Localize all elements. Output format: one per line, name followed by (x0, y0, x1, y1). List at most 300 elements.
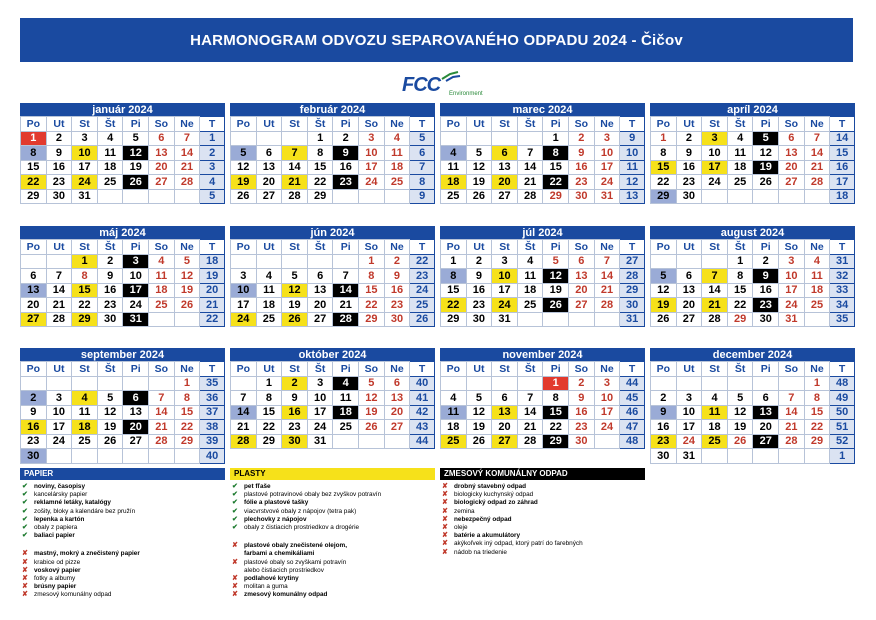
day-cell: 10 (359, 146, 385, 161)
day-cell: 14 (231, 405, 257, 420)
legend-item-text: voskový papier (34, 566, 81, 574)
day-cell: 4 (72, 391, 98, 406)
legend-item-text: pet fľaše (244, 483, 271, 490)
week-number: 50 (830, 405, 855, 420)
cross-icon: ✘ (442, 491, 448, 499)
day-cell: 19 (727, 420, 753, 435)
day-cell: 28 (282, 189, 308, 204)
day-cell: 24 (123, 298, 149, 313)
cross-icon: ✘ (442, 532, 448, 540)
check-icon: ✔ (232, 524, 238, 532)
day-header: Ne (174, 117, 200, 132)
day-cell: 20 (123, 420, 149, 435)
week-number: 8 (410, 175, 435, 190)
day-cell: 13 (492, 405, 518, 420)
day-cell: 12 (466, 405, 492, 420)
day-cell: 31 (594, 189, 620, 204)
week-number: 48 (620, 434, 645, 449)
day-cell: 11 (333, 391, 359, 406)
legend-item-text: biologický odpad zo záhrad (454, 499, 538, 507)
day-cell: 18 (97, 160, 123, 175)
week-number: 30 (620, 298, 645, 313)
legend-item-text: plastové potravinové obaly bez zvyškov potravín (244, 491, 382, 499)
day-cell: 10 (492, 269, 518, 284)
legend-item-text: obaly z papiera (34, 524, 78, 532)
day-cell: 4 (333, 376, 359, 391)
month-title: február 2024 (230, 103, 435, 116)
week-number: 15 (830, 146, 855, 161)
allowed-item (232, 524, 435, 532)
legend-item-text: plechovky z nápojov (244, 515, 307, 523)
day-cell (753, 189, 779, 204)
day-cell: 14 (282, 160, 308, 175)
forbidden-item (22, 583, 225, 591)
day-cell: 22 (359, 298, 385, 313)
week-number: 35 (830, 312, 855, 327)
day-cell: 15 (543, 160, 569, 175)
day-cell: 28 (333, 312, 359, 327)
day-cell: 31 (72, 189, 98, 204)
day-cell: 21 (333, 298, 359, 313)
day-cell: 31 (676, 449, 702, 464)
day-header: So (149, 362, 175, 377)
day-cell (97, 189, 123, 204)
day-cell: 27 (779, 175, 805, 190)
day-cell: 1 (543, 376, 569, 391)
day-cell: 4 (702, 391, 728, 406)
day-cell: 6 (307, 269, 333, 284)
day-cell: 4 (149, 254, 175, 269)
legend-item-text: viacvrstvové obaly z nápojov (tetra pak) (244, 507, 357, 515)
forbidden-item (442, 549, 645, 557)
week-number: 43 (410, 420, 435, 435)
day-cell: 10 (231, 283, 257, 298)
day-cell: 12 (174, 269, 200, 284)
day-header: So (569, 362, 595, 377)
forbidden-item (442, 516, 645, 524)
forbidden-item (232, 575, 435, 583)
cross-icon (232, 567, 244, 575)
day-cell (676, 376, 702, 391)
day-header: St (282, 240, 308, 255)
day-cell: 19 (123, 160, 149, 175)
cross-icon (232, 550, 244, 558)
day-cell: 15 (174, 405, 200, 420)
week-number: 5 (200, 189, 225, 204)
month-calendar (230, 103, 435, 204)
month-title: december 2024 (650, 348, 855, 361)
day-header: St (702, 240, 728, 255)
day-cell: 12 (651, 283, 677, 298)
allowed-item (22, 524, 225, 532)
day-cell: 25 (72, 434, 98, 449)
day-cell: 9 (569, 391, 595, 406)
day-header: Ut (46, 240, 72, 255)
day-cell (384, 189, 410, 204)
legend-item-text: farbami a chemikáliami (244, 550, 315, 558)
day-cell: 8 (804, 391, 830, 406)
day-cell (702, 254, 728, 269)
day-cell (149, 312, 175, 327)
day-cell: 20 (676, 298, 702, 313)
day-cell: 13 (256, 160, 282, 175)
check-icon: ✔ (22, 483, 28, 490)
day-header: Po (651, 240, 677, 255)
week-number: 18 (830, 189, 855, 204)
day-cell: 30 (569, 189, 595, 204)
day-header: Št (97, 117, 123, 132)
day-header: Št (517, 362, 543, 377)
day-cell (149, 376, 175, 391)
day-header: Ne (804, 240, 830, 255)
month-title: júl 2024 (440, 226, 645, 239)
day-cell: 8 (72, 269, 98, 284)
week-number: 52 (830, 434, 855, 449)
day-cell: 13 (149, 146, 175, 161)
day-cell: 14 (517, 405, 543, 420)
week-number: 24 (410, 283, 435, 298)
day-header: Po (21, 362, 47, 377)
day-header: Pi (123, 240, 149, 255)
day-header: Po (231, 117, 257, 132)
week-number: 11 (620, 160, 645, 175)
day-cell: 13 (753, 405, 779, 420)
logo-subtext: Environment (449, 91, 483, 97)
day-cell: 19 (282, 298, 308, 313)
day-cell: 25 (384, 175, 410, 190)
day-cell: 10 (702, 146, 728, 161)
day-cell: 26 (466, 189, 492, 204)
day-cell: 31 (307, 434, 333, 449)
day-cell (441, 131, 467, 146)
day-cell: 12 (727, 405, 753, 420)
day-cell: 27 (307, 312, 333, 327)
day-cell: 10 (46, 405, 72, 420)
day-header: T (200, 240, 225, 255)
legend-zmes-title: ZMESOVÝ KOMUNÁLNY ODPAD (440, 468, 645, 480)
day-cell: 3 (702, 131, 728, 146)
day-cell: 15 (72, 283, 98, 298)
day-header: Ne (804, 117, 830, 132)
legend-papier-title: PAPIER (20, 468, 225, 480)
day-cell: 7 (517, 146, 543, 161)
day-cell (804, 189, 830, 204)
day-header: Št (727, 240, 753, 255)
day-header: Po (441, 117, 467, 132)
day-cell: 2 (46, 131, 72, 146)
day-cell: 26 (359, 420, 385, 435)
day-header: Po (651, 362, 677, 377)
week-number: 9 (620, 131, 645, 146)
day-cell: 28 (149, 434, 175, 449)
day-cell: 7 (174, 131, 200, 146)
day-header: T (830, 117, 855, 132)
day-cell: 12 (543, 269, 569, 284)
day-header: Št (727, 117, 753, 132)
day-header: St (72, 362, 98, 377)
day-cell: 28 (46, 312, 72, 327)
day-cell: 21 (46, 298, 72, 313)
legend-item-text: mastný, mokrý a znečistený papier (34, 550, 140, 558)
day-header: Pi (333, 362, 359, 377)
day-header: St (492, 240, 518, 255)
day-cell: 11 (72, 405, 98, 420)
day-cell: 20 (256, 175, 282, 190)
cross-icon: ✘ (442, 540, 448, 548)
day-cell: 23 (384, 298, 410, 313)
forbidden-item (442, 483, 645, 491)
day-cell: 7 (779, 391, 805, 406)
day-cell: 7 (333, 269, 359, 284)
legend-item-text: fólie a plastové tašky (244, 499, 309, 507)
day-cell: 17 (779, 283, 805, 298)
month-calendar (650, 103, 855, 204)
day-header: Ut (256, 362, 282, 377)
month-title: október 2024 (230, 348, 435, 361)
day-cell: 17 (359, 160, 385, 175)
legend-item-text: zmesový komunálny odpad (34, 591, 112, 599)
month-calendar (20, 226, 225, 327)
day-cell: 15 (651, 160, 677, 175)
month-calendar (650, 348, 855, 464)
forbidden-item (232, 559, 435, 567)
day-cell (174, 449, 200, 464)
week-number: 18 (200, 254, 225, 269)
day-cell: 16 (21, 420, 47, 435)
day-cell: 16 (282, 405, 308, 420)
day-cell: 30 (651, 449, 677, 464)
day-header: So (149, 117, 175, 132)
day-cell: 24 (594, 175, 620, 190)
legend-item-text: zmesový komunálny odpad (244, 591, 328, 599)
day-cell: 22 (72, 298, 98, 313)
day-cell (804, 312, 830, 327)
day-header: Pi (333, 240, 359, 255)
day-cell: 17 (492, 283, 518, 298)
day-cell: 15 (804, 405, 830, 420)
day-cell: 9 (651, 405, 677, 420)
day-cell: 7 (517, 391, 543, 406)
day-cell: 4 (384, 131, 410, 146)
cross-icon: ✘ (442, 548, 448, 556)
day-cell: 5 (359, 376, 385, 391)
day-cell: 23 (282, 420, 308, 435)
day-cell: 7 (231, 391, 257, 406)
day-cell: 20 (307, 298, 333, 313)
day-cell: 27 (492, 434, 518, 449)
forbidden-item (442, 532, 645, 540)
day-cell: 6 (492, 146, 518, 161)
month-title: jún 2024 (230, 226, 435, 239)
day-cell: 24 (594, 420, 620, 435)
day-cell: 17 (702, 160, 728, 175)
week-number: 19 (200, 269, 225, 284)
day-header: Pi (753, 362, 779, 377)
day-cell: 3 (594, 376, 620, 391)
day-cell: 11 (804, 269, 830, 284)
day-cell: 9 (333, 146, 359, 161)
week-number: 12 (620, 175, 645, 190)
cross-icon: ✘ (22, 583, 28, 591)
legend-item-text: akýkoľvek iný odpad, ktorý patrí do farebných (454, 540, 583, 548)
day-header: Ut (676, 362, 702, 377)
day-cell: 27 (149, 175, 175, 190)
day-cell: 8 (307, 146, 333, 161)
day-cell: 30 (384, 312, 410, 327)
day-header: T (830, 240, 855, 255)
day-cell: 19 (466, 175, 492, 190)
day-cell: 28 (517, 189, 543, 204)
day-cell (651, 254, 677, 269)
day-cell: 9 (753, 269, 779, 284)
day-header: T (410, 240, 435, 255)
day-cell: 13 (569, 269, 595, 284)
forbidden-item (22, 591, 225, 599)
check-icon: ✔ (232, 515, 238, 523)
day-header: So (359, 362, 385, 377)
day-cell (676, 254, 702, 269)
day-cell: 19 (466, 420, 492, 435)
day-header: St (72, 117, 98, 132)
day-cell: 13 (307, 283, 333, 298)
day-cell (466, 376, 492, 391)
day-cell: 4 (804, 254, 830, 269)
day-cell: 5 (543, 254, 569, 269)
legend-item-text: plastové obaly znečistené olejom, (244, 542, 347, 550)
day-cell: 28 (779, 434, 805, 449)
day-cell: 23 (569, 420, 595, 435)
week-number: 39 (200, 434, 225, 449)
day-header: So (359, 240, 385, 255)
day-cell: 17 (676, 420, 702, 435)
day-cell: 17 (594, 405, 620, 420)
day-header: Št (307, 362, 333, 377)
day-header: Pi (123, 362, 149, 377)
day-cell: 20 (149, 160, 175, 175)
month-title: január 2024 (20, 103, 225, 116)
day-cell: 21 (517, 420, 543, 435)
day-cell: 1 (307, 131, 333, 146)
day-cell: 4 (517, 254, 543, 269)
day-header: Ut (676, 240, 702, 255)
day-cell: 20 (492, 175, 518, 190)
day-cell: 12 (753, 146, 779, 161)
day-cell: 19 (753, 160, 779, 175)
month-calendar (230, 348, 435, 449)
day-cell: 4 (727, 131, 753, 146)
day-cell: 10 (594, 391, 620, 406)
day-header: St (702, 117, 728, 132)
day-cell: 22 (441, 298, 467, 313)
week-number: 44 (410, 434, 435, 449)
day-cell (753, 376, 779, 391)
day-cell (543, 312, 569, 327)
day-cell: 23 (676, 175, 702, 190)
day-cell: 2 (569, 376, 595, 391)
day-cell: 29 (804, 434, 830, 449)
cross-icon: ✘ (442, 507, 448, 515)
day-cell: 24 (676, 434, 702, 449)
day-cell (517, 312, 543, 327)
allowed-item (232, 499, 435, 507)
page-title-bar (20, 18, 853, 62)
day-cell (123, 449, 149, 464)
day-cell: 16 (333, 160, 359, 175)
day-cell: 1 (256, 376, 282, 391)
day-cell: 12 (231, 160, 257, 175)
day-cell: 17 (72, 160, 98, 175)
week-number: 44 (620, 376, 645, 391)
month-title: september 2024 (20, 348, 225, 361)
day-cell: 27 (492, 189, 518, 204)
day-header: T (200, 117, 225, 132)
day-cell: 3 (594, 131, 620, 146)
week-number: 28 (620, 269, 645, 284)
day-cell: 5 (97, 391, 123, 406)
legend-item-text: drobný stavebný odpad (454, 483, 527, 490)
week-number: 34 (830, 298, 855, 313)
day-cell: 9 (676, 146, 702, 161)
day-cell: 25 (333, 420, 359, 435)
day-header: Ut (256, 117, 282, 132)
legend-item-text: nádob na triedenie (454, 548, 507, 556)
month-calendar (20, 348, 225, 464)
week-number: 22 (200, 312, 225, 327)
allowed-item (22, 491, 225, 499)
week-number: 41 (410, 391, 435, 406)
cross-icon: ✘ (232, 583, 238, 591)
day-cell: 23 (46, 175, 72, 190)
day-header: T (620, 240, 645, 255)
day-cell (256, 131, 282, 146)
day-cell: 6 (256, 146, 282, 161)
day-cell: 31 (492, 312, 518, 327)
day-cell: 5 (466, 391, 492, 406)
day-cell (702, 449, 728, 464)
day-cell: 20 (384, 405, 410, 420)
day-cell: 13 (779, 146, 805, 161)
legend-zmes (440, 468, 645, 557)
cross-icon: ✘ (22, 575, 28, 583)
day-cell: 30 (676, 189, 702, 204)
day-cell: 14 (46, 283, 72, 298)
day-cell (97, 376, 123, 391)
day-cell: 26 (231, 189, 257, 204)
page-title: HARMONOGRAM ODVOZU SEPAROVANÉHO ODPADU 2024 - Čičov (190, 31, 683, 49)
day-cell: 18 (517, 283, 543, 298)
cross-icon: ✘ (232, 591, 238, 599)
day-header: Ne (384, 117, 410, 132)
day-cell: 8 (543, 391, 569, 406)
week-number: 46 (620, 405, 645, 420)
day-cell: 7 (804, 131, 830, 146)
day-cell: 20 (753, 420, 779, 435)
day-cell: 21 (231, 420, 257, 435)
day-cell: 9 (21, 405, 47, 420)
day-cell: 16 (676, 160, 702, 175)
day-cell: 5 (282, 269, 308, 284)
day-header: T (410, 362, 435, 377)
day-header: Pi (753, 117, 779, 132)
day-cell: 29 (359, 312, 385, 327)
cross-icon: ✘ (232, 542, 238, 550)
day-cell: 9 (384, 269, 410, 284)
day-cell (21, 254, 47, 269)
cross-icon: ✘ (232, 575, 238, 583)
day-cell: 24 (702, 175, 728, 190)
day-cell (569, 312, 595, 327)
day-cell: 1 (441, 254, 467, 269)
